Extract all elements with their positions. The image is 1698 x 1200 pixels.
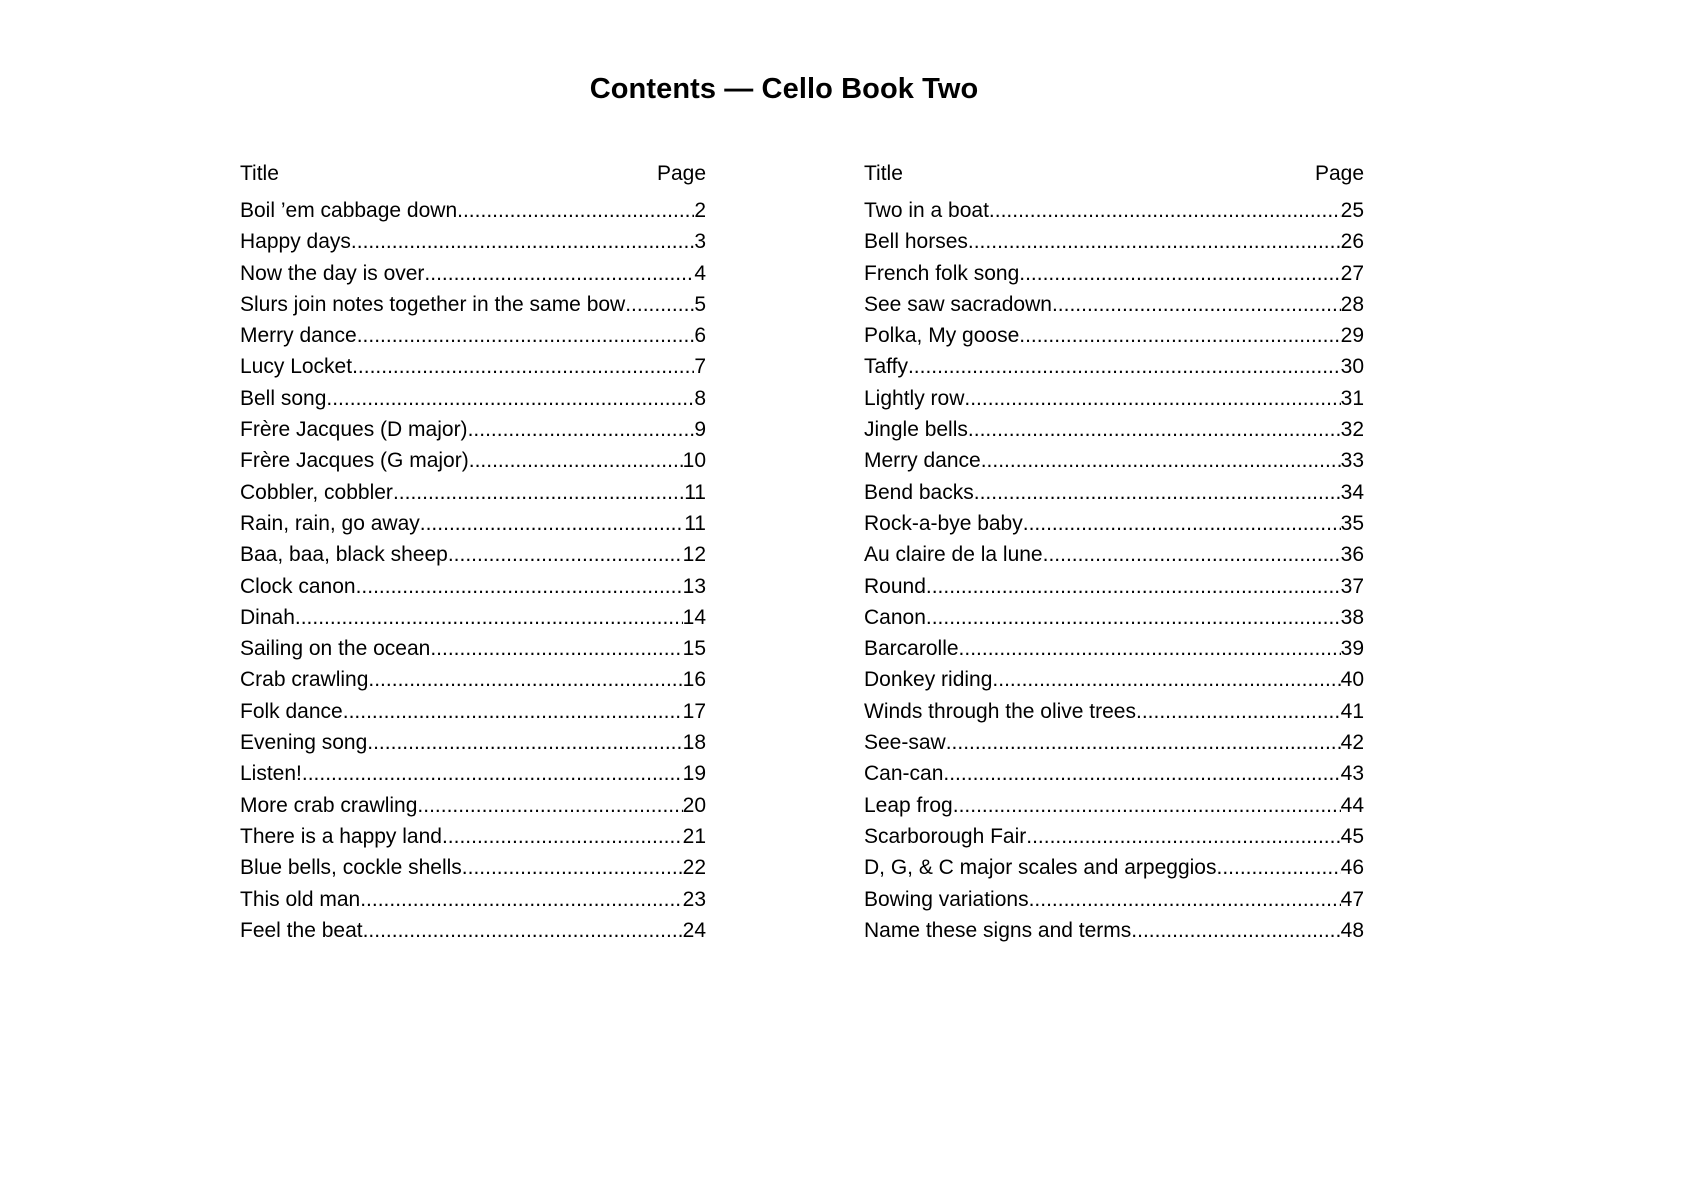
- toc-entry: [864, 915, 1364, 946]
- toc-entry-title: Lightly row: [864, 386, 965, 410]
- toc-entry-title: Baa, baa, black sheep: [240, 543, 448, 567]
- dot-leader: [457, 195, 694, 226]
- toc-list: [864, 195, 1364, 946]
- dot-leader: [424, 258, 694, 289]
- toc-entry-page-number: 31: [1340, 386, 1364, 410]
- page-column-label: Page: [1314, 162, 1364, 185]
- toc-entry: [240, 445, 706, 476]
- toc-entry: [240, 351, 706, 382]
- toc-entry-page-number: 18: [682, 731, 706, 755]
- title-column-label: Title: [240, 162, 279, 185]
- toc-entry-title: Scarborough Fair: [864, 824, 1027, 848]
- toc-entry: [864, 696, 1364, 727]
- toc-entry-title: Rock-a-bye baby: [864, 511, 1023, 535]
- toc-entry-page-number: 7: [694, 355, 706, 379]
- toc-entry-page-number: 33: [1340, 449, 1364, 473]
- toc-entry-page-number: 2: [694, 199, 706, 222]
- toc-entry: [864, 602, 1364, 633]
- toc-column-header: [864, 158, 1364, 195]
- toc-entry-page-number: 29: [1340, 324, 1364, 348]
- dot-leader: [368, 664, 682, 695]
- dot-leader: [351, 226, 694, 257]
- toc-entry-title: Bell horses: [864, 230, 968, 254]
- toc-entry-title: Au claire de la lune: [864, 543, 1043, 567]
- toc-entry-page-number: 14: [682, 605, 706, 629]
- toc-entry-page-number: 13: [682, 574, 706, 598]
- dot-leader: [1136, 696, 1341, 727]
- dot-leader: [442, 821, 683, 852]
- toc-entry: [240, 258, 706, 289]
- toc-entry: [864, 226, 1364, 257]
- dot-leader: [908, 351, 1341, 382]
- toc-entry: [240, 383, 706, 414]
- toc-entry-page-number: 42: [1340, 731, 1364, 755]
- toc-entry-page-number: 21: [682, 824, 706, 848]
- toc-entry: [864, 790, 1364, 821]
- toc-column-right: [864, 158, 1364, 946]
- toc-entry-page-number: 23: [682, 887, 706, 911]
- toc-entry: [864, 351, 1364, 382]
- dot-leader: [953, 790, 1341, 821]
- dot-leader: [926, 602, 1341, 633]
- toc-entry-page-number: 43: [1340, 762, 1364, 786]
- toc-entry-page-number: 22: [682, 856, 706, 880]
- toc-entry-title: Rain, rain, go away: [240, 511, 420, 535]
- toc-entry: [864, 633, 1364, 664]
- toc-entry-title: More crab crawling: [240, 793, 418, 817]
- toc-entry: [240, 289, 706, 320]
- toc-entry: [240, 195, 706, 226]
- toc-entry-title: Listen!: [240, 762, 302, 786]
- toc-entry-page-number: 12: [682, 543, 706, 567]
- toc-entry-title: Slurs join notes together in the same bow: [240, 292, 626, 316]
- dot-leader: [417, 790, 682, 821]
- toc-entry: [864, 289, 1364, 320]
- toc-entry-page-number: 9: [694, 418, 706, 442]
- dot-leader: [302, 758, 683, 789]
- dot-leader: [462, 852, 683, 883]
- dot-leader: [926, 571, 1341, 602]
- dot-leader: [420, 508, 684, 539]
- toc-entry-title: Blue bells, cockle shells: [240, 856, 462, 880]
- toc-entry: [240, 758, 706, 789]
- toc-entry-title: This old man: [240, 887, 361, 911]
- toc-entry-page-number: 3: [694, 230, 706, 254]
- toc-entry-page-number: 36: [1340, 543, 1364, 567]
- toc-entry-title: See-saw: [864, 731, 946, 755]
- toc-entry-title: Cobbler, cobbler: [240, 480, 393, 504]
- dot-leader: [959, 633, 1341, 664]
- toc-list: [240, 195, 706, 946]
- toc-entry-title: Evening song: [240, 731, 368, 755]
- toc-entry-title: Frère Jacques (D major): [240, 418, 468, 442]
- toc-column-left: [240, 158, 706, 946]
- dot-leader: [430, 633, 682, 664]
- toc-entry-title: Sailing on the ocean: [240, 637, 431, 661]
- toc-entry: [240, 821, 706, 852]
- toc-entry-page-number: 30: [1340, 355, 1364, 379]
- toc-entry: [240, 696, 706, 727]
- dot-leader: [357, 320, 695, 351]
- toc-entry-page-number: 8: [694, 386, 706, 410]
- toc-entry-page-number: 46: [1340, 856, 1364, 880]
- dot-leader: [943, 758, 1340, 789]
- dot-leader: [363, 915, 683, 946]
- dot-leader: [1019, 258, 1340, 289]
- toc-entry-page-number: 28: [1340, 292, 1364, 316]
- dot-leader: [356, 571, 683, 602]
- toc-entry-page-number: 26: [1340, 230, 1364, 254]
- toc-entry: [864, 258, 1364, 289]
- toc-entry-title: Name these signs and terms: [864, 918, 1132, 942]
- toc-entry-page-number: 11: [684, 480, 706, 504]
- toc-entry-title: There is a happy land: [240, 824, 442, 848]
- toc-entry-page-number: 25: [1340, 199, 1364, 222]
- toc-entry-title: Bend backs: [864, 480, 974, 504]
- toc-entry-title: Frère Jacques (G major): [240, 449, 469, 473]
- dot-leader: [989, 195, 1341, 226]
- toc-entry: [864, 852, 1364, 883]
- toc-entry: [864, 539, 1364, 570]
- toc-entry: [864, 320, 1364, 351]
- dot-leader: [1026, 821, 1340, 852]
- toc-entry-title: Barcarolle: [864, 637, 959, 661]
- toc-entry: [240, 727, 706, 758]
- toc-entry: [864, 758, 1364, 789]
- toc-entry-page-number: 35: [1340, 511, 1364, 535]
- toc-entry: [240, 508, 706, 539]
- dot-leader: [343, 696, 683, 727]
- toc-entry-title: See saw sacradown: [864, 292, 1052, 316]
- dot-leader: [468, 414, 695, 445]
- dot-leader: [992, 664, 1340, 695]
- toc-entry-title: Winds through the olive trees: [864, 699, 1136, 723]
- toc-entry: [864, 727, 1364, 758]
- toc-entry: [240, 633, 706, 664]
- toc-entry: [240, 664, 706, 695]
- toc-entry-page-number: 24: [682, 918, 706, 942]
- toc-entry-page-number: 47: [1340, 887, 1364, 911]
- toc-entry-page-number: 19: [682, 762, 706, 786]
- toc-entry-title: Boil ’em cabbage down: [240, 199, 458, 222]
- dot-leader: [393, 477, 684, 508]
- toc-entry-page-number: 45: [1340, 824, 1364, 848]
- toc-entry-title: Bowing variations: [864, 887, 1029, 911]
- dot-leader: [1023, 508, 1341, 539]
- toc-entry-title: Canon: [864, 605, 926, 629]
- toc-entry-page-number: 32: [1340, 418, 1364, 442]
- toc-entry-title: Crab crawling: [240, 668, 369, 692]
- dot-leader: [974, 477, 1341, 508]
- dot-leader: [964, 383, 1340, 414]
- toc-entry-page-number: 5: [694, 292, 706, 316]
- toc-entry-title: Lucy Locket: [240, 355, 353, 379]
- toc-entry: [240, 414, 706, 445]
- dot-leader: [1019, 320, 1340, 351]
- toc-entry: [240, 571, 706, 602]
- toc-column-header: [240, 158, 706, 195]
- toc-entry-page-number: 37: [1340, 574, 1364, 598]
- dot-leader: [1052, 289, 1341, 320]
- toc-entry-page-number: 27: [1340, 261, 1364, 285]
- toc-entry-title: Dinah: [240, 605, 295, 629]
- toc-entry: [864, 414, 1364, 445]
- toc-entry-page-number: 48: [1340, 918, 1364, 942]
- toc-entry: [864, 383, 1364, 414]
- toc-entry: [240, 602, 706, 633]
- toc-entry: [240, 790, 706, 821]
- toc-entry-title: Taffy: [864, 355, 908, 379]
- toc-entry-title: Jingle bells: [864, 418, 968, 442]
- toc-entry-page-number: 4: [694, 261, 706, 285]
- dot-leader: [360, 884, 682, 915]
- dot-leader: [625, 289, 694, 320]
- dot-leader: [448, 539, 683, 570]
- toc-entry-title: Clock canon: [240, 574, 356, 598]
- toc-entry-title: Merry dance: [240, 324, 357, 348]
- toc-entry-title: Can-can: [864, 762, 944, 786]
- toc-entry-page-number: 17: [682, 699, 706, 723]
- toc-entry-page-number: 34: [1340, 480, 1364, 504]
- toc-entry: [864, 664, 1364, 695]
- dot-leader: [295, 602, 683, 633]
- toc-entry-page-number: 40: [1340, 668, 1364, 692]
- dot-leader: [1043, 539, 1341, 570]
- toc-entry-title: Donkey riding: [864, 668, 993, 692]
- toc-entry-title: Now the day is over: [240, 261, 425, 285]
- toc-entry: [240, 226, 706, 257]
- toc-entry-page-number: 20: [682, 793, 706, 817]
- dot-leader: [1131, 915, 1340, 946]
- toc-entry: [864, 821, 1364, 852]
- toc-entry-page-number: 16: [682, 668, 706, 692]
- toc-entry: [240, 915, 706, 946]
- toc-entry-page-number: 10: [682, 449, 706, 473]
- toc-entry: [240, 852, 706, 883]
- dot-leader: [352, 351, 694, 382]
- toc-entry: [240, 884, 706, 915]
- toc-entry-page-number: 41: [1340, 699, 1364, 723]
- page-title: Contents — Cello Book Two: [589, 73, 979, 106]
- page-column-label: Page: [656, 162, 706, 185]
- toc-entry-title: Folk dance: [240, 699, 343, 723]
- toc-entry-title: Bell song: [240, 386, 327, 410]
- toc-entry: [240, 539, 706, 570]
- toc-entry-title: Polka, My goose: [864, 324, 1020, 348]
- dot-leader: [1217, 852, 1341, 883]
- toc-entry: [864, 508, 1364, 539]
- toc-entry-page-number: 39: [1340, 637, 1364, 661]
- dot-leader: [326, 383, 694, 414]
- toc-entry-title: Leap frog: [864, 793, 953, 817]
- toc-entry: [240, 477, 706, 508]
- toc-entry: [864, 884, 1364, 915]
- toc-entry-page-number: 11: [684, 511, 706, 535]
- toc-entry-page-number: 6: [694, 324, 706, 348]
- toc-entry: [864, 445, 1364, 476]
- toc-entry: [864, 571, 1364, 602]
- toc-entry-title: Happy days: [240, 230, 351, 254]
- dot-leader: [946, 727, 1341, 758]
- toc-entry-title: French folk song: [864, 261, 1020, 285]
- toc-entry: [240, 320, 706, 351]
- dot-leader: [367, 727, 682, 758]
- toc-entry-title: Feel the beat: [240, 918, 363, 942]
- dot-leader: [968, 226, 1341, 257]
- toc-entry-title: Merry dance: [864, 449, 981, 473]
- toc-entry-page-number: 38: [1340, 605, 1364, 629]
- title-column-label: Title: [864, 162, 903, 185]
- toc-entry-title: Two in a boat: [864, 199, 989, 222]
- toc-entry: [864, 195, 1364, 226]
- toc-entry-page-number: 44: [1340, 793, 1364, 817]
- toc-entry-page-number: 15: [682, 637, 706, 661]
- dot-leader: [981, 445, 1341, 476]
- dot-leader: [469, 445, 683, 476]
- toc-entry: [864, 477, 1364, 508]
- toc-entry-title: Round: [864, 574, 926, 598]
- toc-entry-title: D, G, & C major scales and arpeggios: [864, 856, 1217, 880]
- dot-leader: [968, 414, 1341, 445]
- dot-leader: [1029, 884, 1341, 915]
